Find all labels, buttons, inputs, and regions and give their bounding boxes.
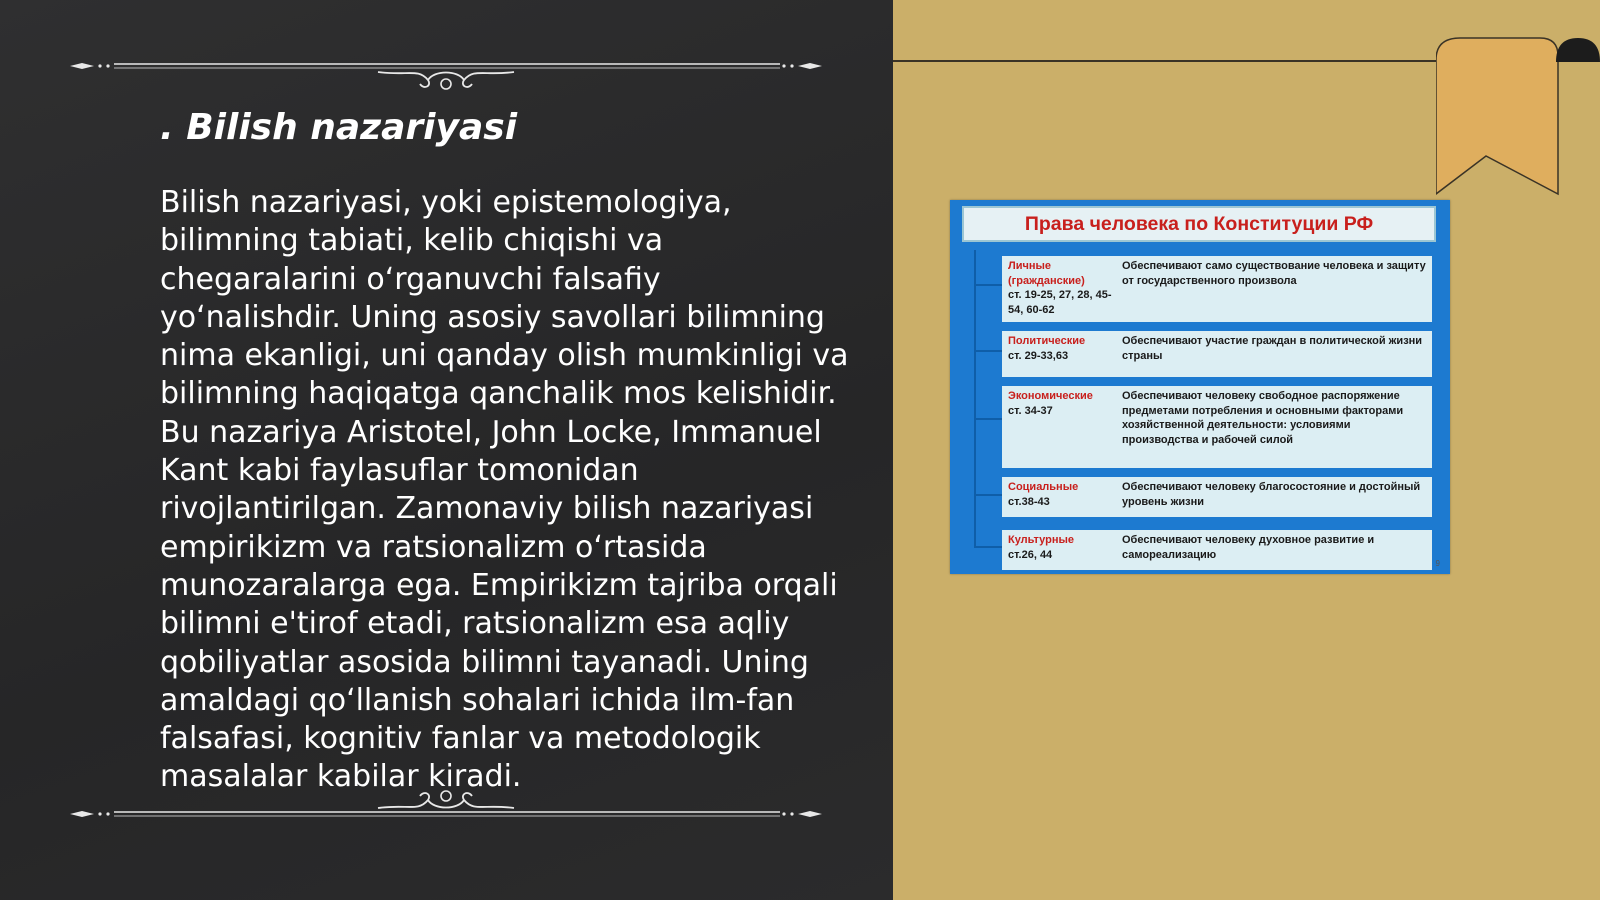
row-description: Обеспечивают человеку духовное развитие и самореализацию [1122, 534, 1375, 561]
row-category: Политические [1008, 335, 1086, 347]
horizontal-rule [893, 60, 1438, 62]
row-description: Обеспечивают человеку благосостояние и достойный уровень жизни [1122, 481, 1421, 508]
row-articles: ст.26, 44 [1008, 548, 1053, 561]
table-row [1002, 386, 1432, 468]
table-row [1002, 477, 1432, 517]
bookmark-ribbon [1436, 36, 1600, 206]
table-title: Права человека по Конституции РФ [962, 206, 1436, 242]
row-articles: ст. 34-37 [1008, 404, 1053, 417]
slide-heading: . Bilish nazariyasi [160, 107, 518, 148]
bottom-ornament-divider [68, 790, 824, 830]
table-connector [974, 494, 1002, 496]
table-connector [974, 546, 1002, 548]
row-articles: ст. 19-25, 27, 28, 45-54, 60-62 [1008, 289, 1112, 316]
row-articles: ст.38-43 [1008, 495, 1050, 508]
row-articles: ст. 29-33,63 [1008, 349, 1069, 362]
row-category: Социальные [1008, 481, 1079, 493]
table-page-number: 9 [1435, 559, 1440, 568]
table-rail [974, 250, 976, 548]
table-row [1002, 256, 1432, 322]
row-description: Обеспечивают само существование человека и защиту от государственного произвола [1122, 260, 1426, 287]
row-description: Обеспечивают участие граждан в политической жизни страны [1122, 335, 1423, 362]
table-connector [974, 284, 1002, 286]
top-ornament-divider [68, 50, 824, 90]
row-category: Личные (гражданские) [1008, 260, 1085, 287]
rights-table-image [950, 200, 1450, 574]
table-row [1002, 530, 1432, 570]
slide-body-text: Bilish nazariyasi, yoki epistemologiya, bilimning tabiati, kelib chiqishi va chegaralarini o‘rganuvchi falsafiy yo‘nalishdir. Uning asosiy savollari bilimning nima ekanligi, uni qanday olish mumkinligi va bilimning haqiqatga qanchalik mos kelishidir. Bu nazariya Aristotel, John Locke, Immanuel Kant kabi faylasuflar tomonidan rivojlantirilgan. Zamonaviy bilish nazariyasi empirikizm va ratsionalizm o‘rtasida munozaralarga ega. Empirikizm tajriba orqali bilimni e'tirof etadi, ratsionalizm esa aqliy qobiliyatlar asosida bilimni tayanadi. Uning amaldagi qo‘llanish sohalari ichida ilm-fan falsafasi, kognitiv fanlar va metodologik masalalar kabilar kiradi. [160, 185, 849, 795]
row-category: Культурные [1008, 534, 1074, 546]
table-connector [974, 418, 1002, 420]
row-description: Обеспечивают человеку свободное распоряжение предметами потребления и основными факторами хозяйственной деятельности: условиями производства и рабочей силой [1122, 390, 1404, 446]
table-connector [974, 350, 1002, 352]
row-category: Экономические [1008, 390, 1093, 402]
table-row [1002, 331, 1432, 377]
